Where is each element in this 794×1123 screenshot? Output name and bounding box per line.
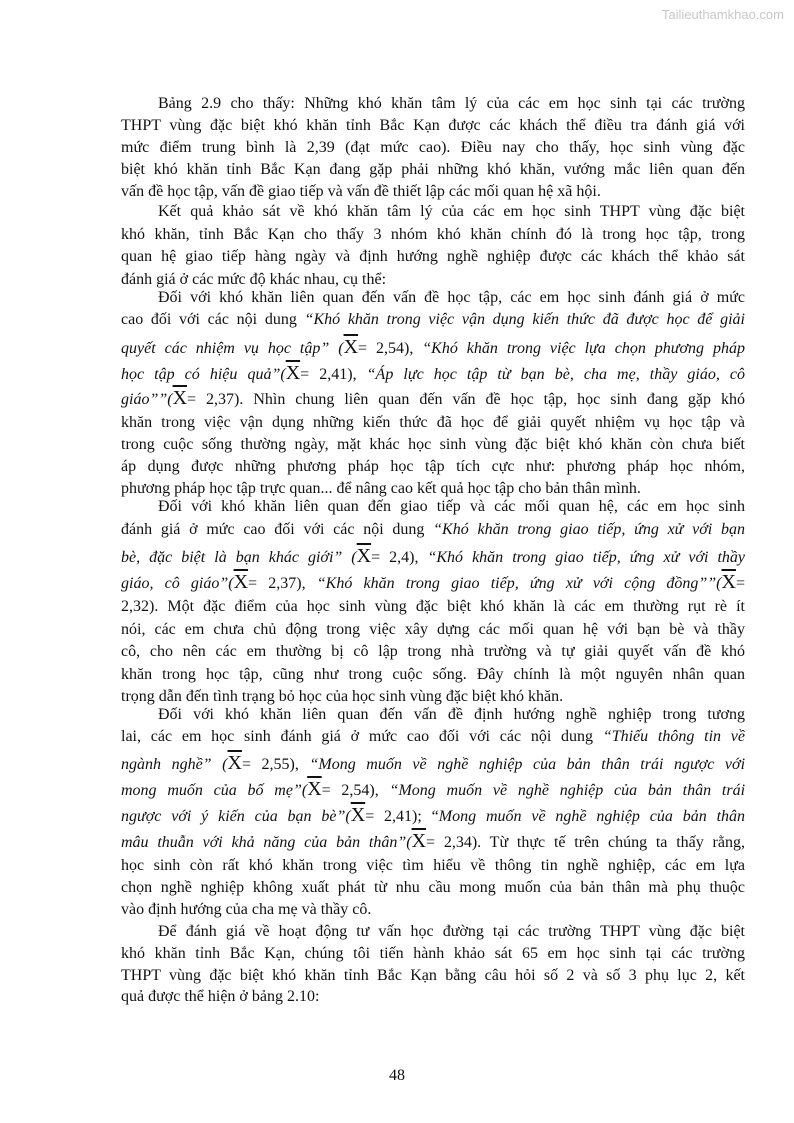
mean-symbol: $\overline{X}$: [343, 336, 359, 358]
text: Kết quả khảo sát về khó khăn tâm lý của các em học sinh THPT vùng đặc biệt: [158, 203, 745, 220]
text-line: [121, 571, 745, 593]
text: THPT vùng đặc biệt khó khăn tỉnh Bắc Kạn được các khách thể điều tra đánh giá với: [121, 117, 745, 134]
text-line: [121, 246, 745, 268]
text: = 2,41),: [300, 366, 367, 383]
quoted-text: ngành nghề” (: [121, 756, 228, 773]
text: Để đánh giá về hoạt động tư vấn học đường tại các trường THPT vùng đặc biệt: [158, 923, 745, 940]
text-line: [121, 726, 745, 748]
quoted-text: “Khó khăn trong giao tiếp, ứng xử với cộng đồng””(: [316, 575, 722, 592]
text-line: [121, 986, 745, 1008]
quoted-text: giáo””(: [121, 391, 173, 408]
text-line: [121, 804, 745, 826]
text: = 2,54),: [358, 340, 423, 357]
text: vấn đề học tập, vấn đề giao tiếp và vấn đề thiết lập các mối quan hệ xã hội.: [121, 183, 601, 200]
quoted-text: bè, đặc biệt là bạn khác giới” (: [121, 549, 357, 566]
text-line: [121, 336, 745, 358]
text-line: [121, 899, 745, 921]
text-line: [121, 159, 745, 181]
quoted-text: “Khó khăn trong việc vận dụng kiến thức đã được học để giải: [304, 311, 746, 328]
text: = 2,41); “: [365, 808, 439, 825]
quoted-text: học tập có hiệu quả”(: [121, 366, 286, 383]
watermark: Tailieuthamkhao.com: [661, 7, 784, 22]
quoted-text: “Khó khăn trong giao tiếp, ứng xử với thầy: [427, 549, 746, 566]
mean-symbol: $\overline{X}$: [721, 571, 736, 593]
text-line: [121, 224, 745, 246]
text: 2,32). Một đặc điểm của học sinh vùng đặc biệt khó khăn là các em thường rụt rè ít: [121, 598, 745, 615]
text: phương pháp học tập trực quan... để nâng cao kết quả học tập cho bản thân mình.: [121, 480, 641, 497]
text: quan hệ giao tiếp hàng ngày và định hướng nghề nghiệp được các khách thể khảo sát: [121, 248, 745, 265]
text-line: [121, 830, 745, 852]
quoted-text: “Khó khăn trong giao tiếp, ứng xử với bạn: [433, 521, 745, 538]
text-line: [121, 965, 745, 987]
text: cao đối với các nội dung: [121, 311, 305, 328]
text-line: [121, 456, 745, 478]
text-line: [121, 519, 745, 541]
text: =: [735, 575, 745, 592]
text-line: [121, 387, 745, 409]
text-line: [121, 664, 745, 686]
text: Đối với khó khăn liên quan đến vấn đề học tập, các em học sinh đánh giá ở mức: [158, 289, 745, 306]
text: trong cuộc sống thường ngày, mặt khác học sinh vùng đặc biệt khó khăn còn chưa biết: [121, 436, 745, 453]
text: khó khăn, tỉnh Bắc Kạn cho thấy 3 nhóm khó khăn chính đó là trong học tập, trong: [121, 226, 745, 243]
quoted-text: Mong muốn về nghề nghiệp của bản thân: [438, 808, 746, 825]
text: khăn trong việc vận dụng những kiến thức đã học để giải quyết nhiệm vụ học tập và: [121, 414, 745, 431]
text: Đối với khó khăn liên quan đến giao tiếp và các mối quan hệ, các em học sinh: [158, 498, 745, 515]
text: đánh giá ở mức cao đối với các nội dung: [121, 521, 434, 538]
text: = 2,37). Nhìn chung liên quan đến vấn đề học tập, học sinh đang gặp khó: [187, 391, 745, 408]
quoted-text: ngược với ý kiến của bạn bè”(: [121, 808, 351, 825]
text-line: [121, 752, 745, 774]
quoted-text: giáo, cô giáo”(: [121, 575, 234, 592]
quoted-text: mong muốn của bố mẹ”(: [121, 782, 308, 799]
text-line: [121, 115, 745, 137]
mean-symbol: $\overline{X}$: [307, 778, 322, 800]
text-line: [121, 778, 745, 800]
text-line: [121, 596, 745, 618]
text: mức điểm trung bình là 2,39 (đạt mức cao). Điều nay cho thấy, học sinh vùng đặc: [121, 139, 745, 156]
text: THPT vùng đặc biệt khó khăn tỉnh Bắc Kạn bằng câu hỏi số 2 và số 3 phụ lục 2, kết: [121, 967, 745, 984]
quoted-text: “Thiếu thông tin về: [602, 728, 746, 745]
mean-symbol: $\overline{X}$: [350, 804, 366, 826]
quoted-text: mâu thuẫn với khả năng của bản thân”(: [121, 834, 412, 851]
mean-symbol: $\overline{X}$: [285, 362, 301, 384]
quoted-text: “Mong muốn về nghề nghiệp của bản thân trái: [389, 782, 746, 799]
text: lai, các em học sinh đánh giá ở mức cao đối với các nội dung: [121, 728, 603, 745]
text-line: [121, 309, 745, 331]
text-line: [158, 496, 745, 518]
text: nói, các em chưa chủ động trong việc xây dựng các mối quan hệ với bạn bè và thầy: [121, 621, 745, 638]
text-line: [158, 93, 745, 115]
text-line: [121, 137, 745, 159]
text-line: [121, 619, 745, 641]
text: Bảng 2.9 cho thấy: Những khó khăn tâm lý của các em học sinh tại các trường: [158, 95, 745, 112]
text-line: [121, 412, 745, 434]
text: biệt khó khăn tỉnh Bắc Kạn đang gặp phải những khó khăn, vướng mắc liên quan đến: [121, 161, 745, 178]
text-line: [121, 362, 745, 384]
quoted-text: “Khó khăn trong việc lựa chọn phương pháp: [422, 340, 745, 357]
quoted-text: “Áp lực học tập từ bạn bè, cha mẹ, thầy giáo, cô: [366, 366, 746, 383]
text-line: [121, 855, 745, 877]
text: = 2,54),: [321, 782, 390, 799]
text: = 2,34). Từ thực tế trên chúng ta thấy rằng,: [426, 834, 745, 851]
text-line: [158, 704, 745, 726]
mean-symbol: $\overline{X}$: [233, 571, 249, 593]
text-line: [121, 877, 745, 899]
text: khó khăn tỉnh Bắc Kạn, chúng tôi tiến hành khảo sát 65 em học sinh tại các trường: [121, 945, 745, 962]
text: khăn trong học tập, cũng như trong cuộc sống. Đây chính là một nguyên nhân quan: [121, 666, 745, 683]
text: = 2,4),: [371, 549, 428, 566]
quoted-text: “Mong muốn về nghề nghiệp của bản thân trái ngược với: [309, 756, 746, 773]
text: vào định hướng của cha mẹ và thầy cô.: [121, 901, 372, 918]
mean-symbol: $\overline{X}$: [227, 752, 242, 774]
text: quả được thể hiện ở bảng 2.10:: [121, 988, 320, 1005]
text-line: [121, 641, 745, 663]
text-line: [158, 921, 745, 943]
text: = 2,55),: [241, 756, 310, 773]
mean-symbol: $\overline{X}$: [411, 830, 427, 852]
text-line: [158, 201, 745, 223]
mean-symbol: $\overline{X}$: [172, 387, 188, 409]
text: đánh giá ở các mức độ khác nhau, cụ thể:: [121, 271, 387, 288]
text: học sinh còn rất khó khăn trong việc tìm hiểu về thông tin nghề nghiệp, các em lựa: [121, 857, 745, 874]
text: = 2,37),: [248, 575, 317, 592]
text: cô, cho nên các em thường bị cô lập trong nhà trường và tự giải quyết vấn đề khó: [121, 643, 745, 660]
text-line: [158, 287, 745, 309]
text: áp dụng được những phương pháp học tập tích cực như: phương pháp học nhóm,: [121, 458, 745, 475]
text-line: [121, 545, 745, 567]
quoted-text: quyết các nhiệm vụ học tập” (: [121, 340, 344, 357]
text: Đối với khó khăn liên quan đến vấn đề định hướng nghề nghiệp trong tương: [158, 706, 745, 723]
mean-symbol: $\overline{X}$: [356, 545, 372, 567]
text-line: [121, 943, 745, 965]
text: chọn nghề nghiệp không xuất phát từ nhu cầu mong muốn của bản thân mà phụ thuộc: [121, 879, 745, 896]
text-line: [121, 181, 745, 203]
text-line: [121, 434, 745, 456]
page-number: 48: [389, 1067, 405, 1084]
text: trọng dẫn đến tình trạng bỏ học của học sinh vùng đặc biệt khó khăn.: [121, 688, 564, 705]
